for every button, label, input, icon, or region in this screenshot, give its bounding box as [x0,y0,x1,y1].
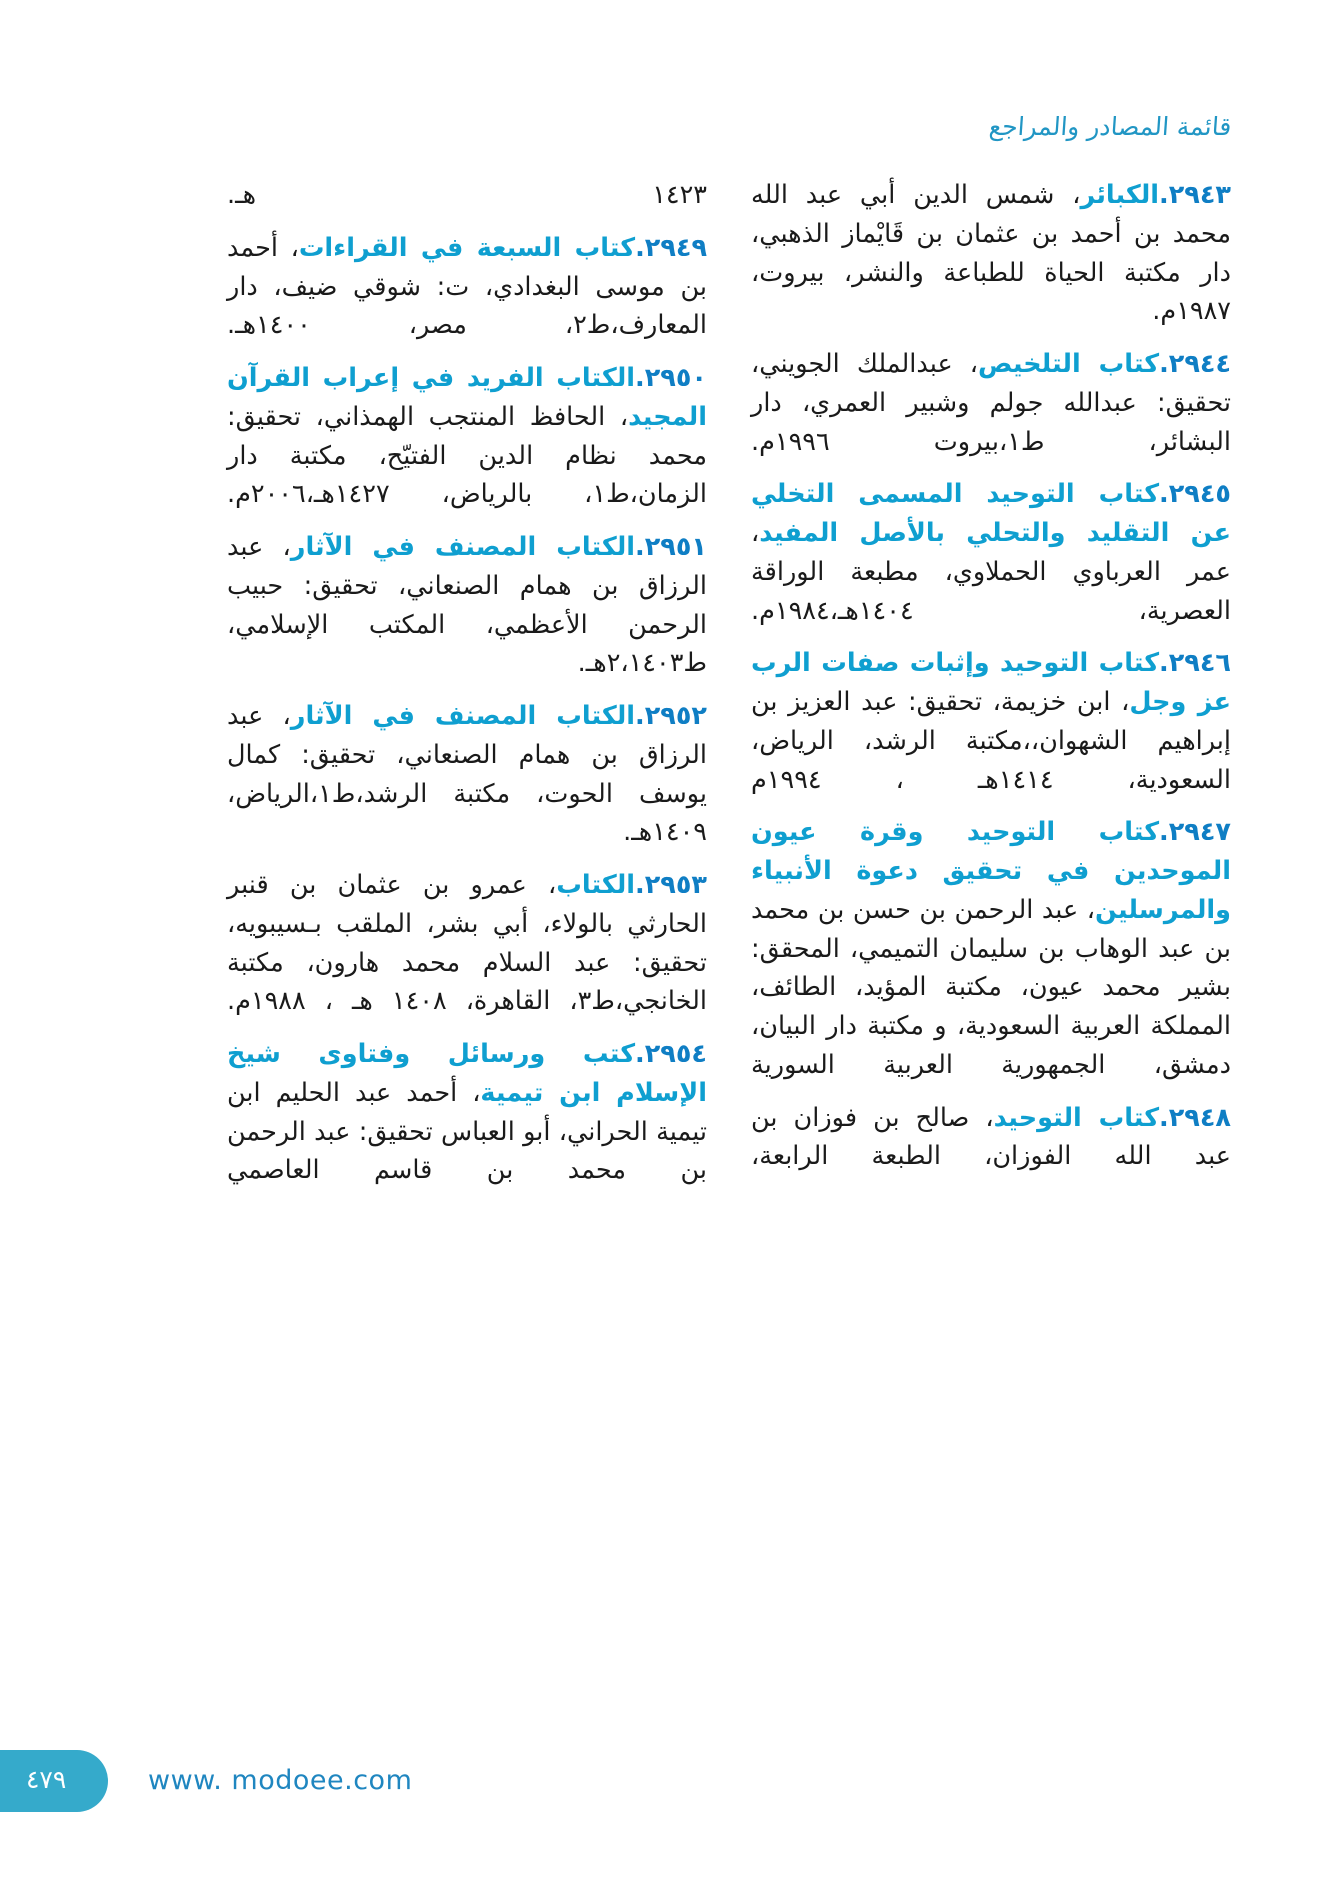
entry-details: ، أحمد عبد الحليم ابن تيمية الحراني، أبو العباس تحقيق: عبد الرحمن بن محمد بن قاسم العاصمي [227,1077,707,1186]
entry-number: ٢٩٤٥. [1159,479,1231,510]
entry-details: ، عبد الرزاق بن همام الصنعاني، تحقيق: كمال يوسف الحوت، مكتبة الرشد،ط١،الرياض، ١٤٠٩هـ. [227,701,707,848]
bibliography-entry [751,475,1231,630]
entry-number: ٢٩٤٩. [635,232,708,263]
bibliography-entry [227,1035,707,1190]
bibliography-entry [227,229,707,345]
bibliography-columns [100,176,1231,1696]
entry-number: ٢٩٤٧. [1159,817,1231,848]
entry-number: ٢٩٤٦. [1159,648,1231,679]
header-title: قائمة المصادر والمراجع [987,112,1233,141]
entry-continuation: ١٤٢٣ هـ. [227,180,707,210]
entry-title: كتاب التوحيد المسمى التخلي عن التقليد والتحلي بالأصل المفيد [751,479,1231,548]
bibliography-entry [751,813,1231,1084]
bibliography-entry [751,644,1231,799]
page-header [108,112,1231,158]
entry-details: ، شمس الدين أبي عبد الله محمد بن أحمد بن عثمان بن قَايْماز الذهبي، دار مكتبة الحياة للطباعة والنشر، بيروت، ١٩٨٧م. [751,180,1231,327]
bibliography-entry [227,697,707,852]
entry-title: كتاب التلخيص [978,349,1160,379]
entry-details: ، ابن خزيمة، تحقيق: عبد العزيز بن إبراهيم الشهوان،،مكتبة الرشد، الرياض، السعودية، ١٤١٤هـ ، ١٩٩٤م [751,687,1231,795]
entry-number: ٢٩٥٤. [635,1039,707,1069]
entry-title: كتاب التوحيد [993,1102,1160,1133]
entry-title: كتاب التوحيد وقرة عيون الموحدين في تحقيق دعوة الأنبياء والمرسلين [751,817,1231,925]
entry-title: الكتاب المصنف في الآثار [290,701,636,731]
entry-details: ، الحافظ المنتجب الهمذاني، تحقيق: محمد نظام الدين الفتيّح، مكتبة دار الزمان،ط١، بالرياض، ١٤٢٧هـ،٢٠٠٦م. [227,401,707,510]
entry-details: ، عمرو بن عثمان بن قنبر الحارثي بالولاء، أبي بشر، الملقب بـسيبويه، تحقيق: عبد السلام محمد هارون، مكتبة الخانجي،ط٣، القاهرة، ١٤٠٨ هـ ، ١٩٨٨م. [227,870,707,1017]
entry-details: ، أحمد بن موسى البغدادي، ت: شوقي ضيف، دار المعارف،ط٢، مصر، ١٤٠٠هـ. [227,232,707,341]
entry-title: كتاب التوحيد وإثبات صفات الرب عز وجل [751,648,1231,717]
entry-title: الكتاب [556,870,636,900]
entry-details: ، عبد الرزاق بن همام الصنعاني، تحقيق: حبيب الرحمن الأعظمي، المكتب الإسلامي، ط٢،١٤٠٣هـ. [227,532,707,679]
entry-details: ، عبدالملك الجويني، تحقيق: عبدالله جولم وشبير العمري، دار البشائر، ط١،بيروت ١٩٩٦م. [751,349,1231,457]
bibliography-entry [227,359,707,514]
bibliography-entry [227,528,707,683]
entry-number: ٢٩٥٣. [635,870,707,900]
bibliography-entry [751,176,1231,331]
page-number: ٤٧٩ [26,1765,67,1794]
page-footer [0,1742,1339,1812]
entry-title: الكتاب الفريد في إعراب القرآن المجيد [227,363,707,432]
entry-details: ، صالح بن فوزان بن عبد الله الفوزان، الطبعة الرابعة، [751,1102,1231,1172]
entry-details: ، عمر العرباوي الحملاوي، مطبعة الوراقة العصرية، ١٤٠٤هـ،١٩٨٤م. [751,518,1231,626]
entry-details: ، عبد الرحمن بن حسن بن محمد بن عبد الوهاب بن سليمان التميمي، المحقق: بشير محمد عيون، مكتبة المؤيد، الطائف، المملكة العربية السعودية، و مكتبة دار البيان، دمشق، الجمهورية العربية السورية [751,894,1231,1080]
column-left [227,176,707,1696]
website-url[interactable]: www. modoee.com [148,1765,413,1796]
bibliography-entry [227,866,707,1021]
entry-number: ٢٩٤٨. [1159,1102,1231,1133]
bibliography-entry [751,345,1231,461]
entry-number: ٢٩٤٤. [1159,349,1232,379]
entry-title: الكبائر [1080,180,1160,210]
entry-title: كتب ورسائل وفتاوى شيخ الإسلام ابن تيمية [227,1039,707,1108]
bibliography-entry [751,1099,1231,1177]
entry-number: ٢٩٤٣. [1159,180,1231,210]
column-right [751,176,1231,1696]
entry-number: ٢٩٥٢. [635,701,707,731]
entry-title: كتاب السبعة في القراءات [298,232,636,263]
entry-number: ٢٩٥١. [635,532,707,562]
entry-number: ٢٩٥٠. [635,363,707,393]
entry-title: الكتاب المصنف في الآثار [290,532,636,562]
